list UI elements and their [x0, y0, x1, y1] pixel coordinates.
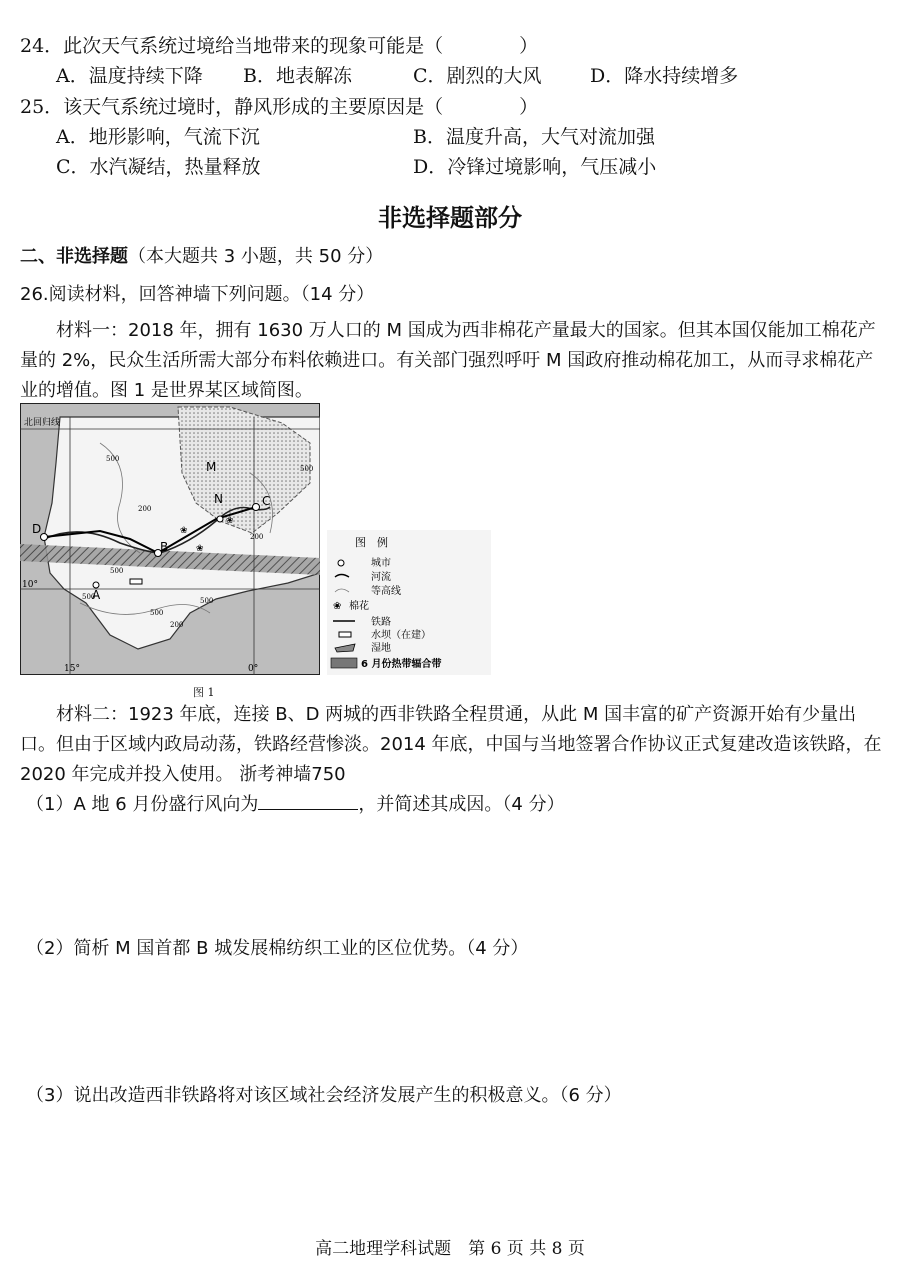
- figure-label: 图 1: [193, 686, 215, 699]
- part-heading: [20, 245, 383, 269]
- q26-stem: 26.阅读材料，回答神墙下列问题。（14 分）: [20, 284, 375, 305]
- label-d: D: [32, 522, 42, 536]
- lon0-label: 0°: [248, 664, 259, 674]
- q24-option-a: A．温度持续下降: [56, 65, 203, 87]
- sub1-text-before: （1）A 地 6 月份盛行风向为: [26, 794, 259, 815]
- q24-option-b: B．地表解冻: [243, 65, 352, 87]
- q26-material2: 材料二：1923 年底，连接 B、D 两城的西非铁路全程贯通，从此 M 国丰富的矿产资源开始有少量出口。但由于区域内政局动荡，铁路经营惨淡。2014 年底，中国与当地签署合作协议正式复建改造该铁路，在 2020 年完成并投入使用。 浙考神墙750: [20, 704, 882, 785]
- legend-city: 城市: [371, 558, 391, 569]
- legend-dam: 水坝（在建）: [371, 630, 431, 641]
- q24-stem: 24．此次天气系统过境给当地带来的现象可能是（ ）: [20, 35, 539, 57]
- q25-option-b: B．温度升高，大气对流加强: [413, 126, 655, 148]
- q26-sub3: （3）说出改造西非铁路将对该区域社会经济发展产生的积极意义。（6 分）: [26, 1085, 622, 1106]
- sub1-text-after: ，并简述其成因。（4 分）: [358, 794, 565, 815]
- q25-option-a: A．地形影响，气流下沉: [56, 126, 260, 148]
- tropic-label: 北回归线: [24, 418, 61, 428]
- dam-icon: [130, 579, 142, 584]
- legend-wetland: 湿地: [371, 643, 391, 654]
- part-note: （本大题共 3 小题，共 50 分）: [128, 246, 384, 267]
- contour-label: 500: [200, 597, 214, 605]
- section-title: 非选择题部分: [378, 204, 522, 232]
- label-n: N: [214, 492, 223, 506]
- legend-river: 河流: [371, 572, 391, 583]
- contour-label: 200: [138, 505, 152, 513]
- contour-label: 200: [250, 533, 264, 541]
- legend-title: 图 例: [355, 536, 388, 549]
- page-footer: 高二地理学科试题 第 6 页 共 8 页: [315, 1239, 585, 1259]
- q26-sub2: （2）简析 M 国首都 B 城发展棉纺织工业的区位优势。（4 分）: [26, 938, 529, 959]
- q24-option-c: C．剧烈的大风: [413, 65, 542, 87]
- label-m: M: [206, 460, 217, 474]
- label-c: C: [262, 494, 271, 508]
- legend-railway: 铁路: [371, 617, 391, 628]
- label-b: B: [160, 540, 169, 554]
- city-d: [41, 534, 48, 541]
- lon15-label: 15°: [64, 664, 80, 674]
- contour-label: 200: [170, 621, 184, 629]
- contour-label: 500: [106, 455, 120, 463]
- city-symbol: [338, 560, 344, 566]
- dam-symbol: [339, 632, 351, 637]
- map-legend: [327, 530, 491, 675]
- contour-label: 500: [110, 567, 124, 575]
- label-a: A: [92, 588, 101, 602]
- legend-cotton: 棉花: [349, 601, 369, 612]
- legend-contour: 等高线: [371, 586, 401, 597]
- cotton-icon: ❀: [196, 544, 204, 554]
- sub1-answer-blank[interactable]: [258, 791, 358, 810]
- city-n: [217, 516, 223, 522]
- lat10-label: 10°: [22, 580, 38, 590]
- q25-option-c: C．水汽凝结，热量释放: [56, 156, 261, 178]
- itcz-symbol: [331, 658, 357, 668]
- contour-label: 500: [300, 465, 314, 473]
- q25-stem: 25．该天气系统过境时，静风形成的主要原因是（ ）: [20, 96, 539, 118]
- city-c: [253, 504, 260, 511]
- cotton-icon: ❀: [226, 516, 234, 526]
- q25-option-d: D．冷锋过境影响，气压减小: [413, 156, 657, 178]
- q26-sub1: [26, 791, 565, 817]
- part-label: 二、非选择题: [20, 246, 128, 267]
- q24-option-d: D．降水持续增多: [590, 65, 739, 87]
- q26-material1: 材料一：2018 年，拥有 1630 万人口的 M 国成为西非棉花产量最大的国家。但其本国仅能加工棉花产量的 2%，民众生活所需大部分布料依赖进口。有关部门强烈呼吁 M 国政府推动棉花加工，从而寻求棉花产业的增值。图 1 是世界某区域简图。: [20, 320, 876, 401]
- contour-label: 500: [82, 593, 96, 601]
- cotton-icon: ❀: [333, 601, 342, 612]
- region-map: [20, 403, 320, 675]
- cotton-icon: ❀: [180, 526, 188, 536]
- legend-itcz: 6 月份热带辐合带: [361, 659, 442, 670]
- contour-label: 500: [150, 609, 164, 617]
